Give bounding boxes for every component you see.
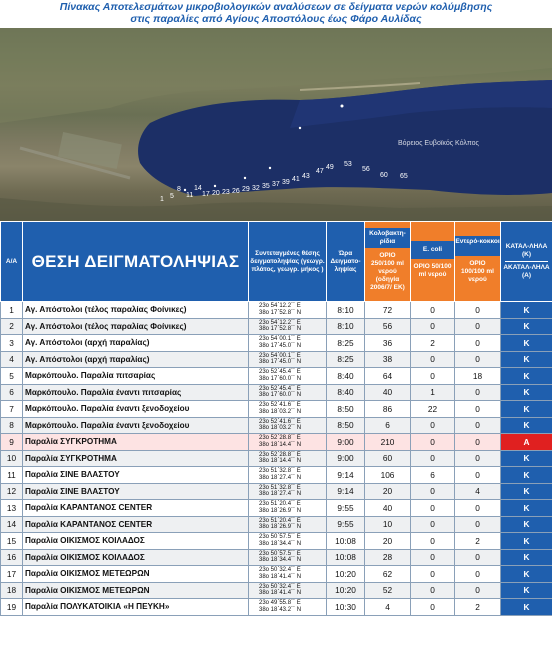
row-time: 8:25 xyxy=(327,335,365,352)
row-coliforms: 210 xyxy=(365,434,411,451)
map-point-17: 17 xyxy=(202,191,210,198)
row-location: Παραλία ΚΑΡΑΝΤΑΝΟΣ CENTER xyxy=(23,516,249,533)
row-latitude: 23ο 54΄12.2΄΄ Ε xyxy=(259,303,301,310)
map-point-37: 37 xyxy=(272,181,280,188)
row-enterococci: 0 xyxy=(455,434,501,451)
map-point-11: 11 xyxy=(186,192,194,199)
results-table xyxy=(0,221,552,616)
row-time: 10:20 xyxy=(327,566,365,583)
row-time: 9:55 xyxy=(327,500,365,517)
row-ecoli: 0 xyxy=(411,533,455,550)
row-longitude: 38ο 18΄03.2΄΄ Ν xyxy=(259,408,302,415)
row-coliforms: 20 xyxy=(365,533,411,550)
row-classification: Κ xyxy=(501,500,552,517)
map-point-5: 5 xyxy=(170,193,174,200)
row-coliforms: 40 xyxy=(365,500,411,517)
header-aa: Α/Α xyxy=(1,222,23,302)
row-classification: Κ xyxy=(501,302,552,319)
row-ecoli: 1 xyxy=(411,384,455,401)
row-latitude: 23ο 50΄57.5΄΄ Ε xyxy=(259,534,301,541)
row-ecoli: 0 xyxy=(411,516,455,533)
row-location: Παραλία ΚΑΡΑΝΤΑΝΟΣ CENTER xyxy=(23,500,249,517)
row-enterococci: 0 xyxy=(455,549,501,566)
map-graphic xyxy=(0,28,552,221)
row-coordinates xyxy=(249,549,327,566)
map-point-1: 1 xyxy=(160,196,164,203)
row-classification: Α xyxy=(501,434,552,451)
row-location: Αγ. Απόστολοι (αρχή παραλίας) xyxy=(23,335,249,352)
row-latitude: 23ο 50΄57.5΄΄ Ε xyxy=(259,550,301,557)
row-coordinates xyxy=(249,483,327,500)
row-classification: Κ xyxy=(501,533,552,550)
row-ecoli: 0 xyxy=(411,549,455,566)
row-number: 8 xyxy=(1,417,23,434)
header-time: Ώρα Δειγματο-ληψίας xyxy=(327,222,365,302)
map-point-20: 20 xyxy=(212,190,220,197)
row-time: 9:00 xyxy=(327,434,365,451)
row-coordinates xyxy=(249,582,327,599)
row-longitude: 38ο 18΄26.9΄΄ Ν xyxy=(259,507,302,514)
row-coliforms: 20 xyxy=(365,483,411,500)
row-coliforms: 4 xyxy=(365,599,411,616)
row-longitude: 38ο 18΄14.4΄΄ Ν xyxy=(259,441,302,448)
header-coords: Συντεταγμένες θέσης δειγματοληψίας (γεωγρ. πλάτος, γεωγρ. μήκος ) xyxy=(249,222,327,302)
row-ecoli: 22 xyxy=(411,401,455,418)
row-latitude: 23ο 51΄20.4΄΄ Ε xyxy=(259,501,301,508)
table-row xyxy=(1,549,552,566)
row-latitude: 23ο 52΄45.4΄΄ Ε xyxy=(259,385,301,392)
row-coordinates xyxy=(249,384,327,401)
table-row xyxy=(1,351,552,368)
row-location: Παραλία ΟΙΚΙΣΜΟΣ ΚΟΙΛΑΔΟΣ xyxy=(23,549,249,566)
row-time: 10:30 xyxy=(327,599,365,616)
row-enterococci: 4 xyxy=(455,483,501,500)
header-entero-limit: ΟΡΙΟ 100/100 ml νερού xyxy=(461,259,494,283)
row-latitude: 23ο 52΄28.8΄΄ Ε xyxy=(259,435,301,442)
row-enterococci: 2 xyxy=(455,599,501,616)
header-location: ΘΕΣΗ ΔΕΙΓΜΑΤΟΛΗΨΙΑΣ xyxy=(23,222,249,302)
row-longitude: 38ο 18΄03.2΄΄ Ν xyxy=(259,425,302,432)
header-classification xyxy=(501,222,552,302)
row-number: 1 xyxy=(1,302,23,319)
row-number: 15 xyxy=(1,533,23,550)
row-latitude: 23ο 50΄32.4΄΄ Ε xyxy=(259,567,301,574)
row-time: 8:40 xyxy=(327,384,365,401)
row-coordinates xyxy=(249,599,327,616)
row-time: 8:50 xyxy=(327,417,365,434)
row-enterococci: 0 xyxy=(455,335,501,352)
row-longitude: 38ο 18΄41.4΄΄ Ν xyxy=(259,573,302,580)
row-enterococci: 0 xyxy=(455,401,501,418)
map-point-39: 39 xyxy=(282,179,290,186)
row-longitude: 38ο 18΄26.9΄΄ Ν xyxy=(259,524,302,531)
row-location: Παραλία ΠΟΛΥΚΑΤΟΙΚΙΑ «Η ΠΕΥΚΗ» xyxy=(23,599,249,616)
row-location: Παραλία ΣΙΝΕ ΒΛΑΣΤΟΥ xyxy=(23,467,249,484)
satellite-map xyxy=(0,28,552,221)
row-classification: Κ xyxy=(501,384,552,401)
table-row xyxy=(1,533,552,550)
map-point-49: 49 xyxy=(326,164,334,171)
row-coliforms: 10 xyxy=(365,516,411,533)
row-number: 13 xyxy=(1,500,23,517)
row-ecoli: 0 xyxy=(411,599,455,616)
row-number: 2 xyxy=(1,318,23,335)
row-time: 8:10 xyxy=(327,302,365,319)
table-row xyxy=(1,401,552,418)
map-point-56: 56 xyxy=(362,166,370,173)
row-coliforms: 72 xyxy=(365,302,411,319)
row-classification: Κ xyxy=(501,549,552,566)
row-coliforms: 106 xyxy=(365,467,411,484)
row-ecoli: 6 xyxy=(411,467,455,484)
table-row xyxy=(1,500,552,517)
row-number: 17 xyxy=(1,566,23,583)
row-classification: Κ xyxy=(501,450,552,467)
header-coliforms-name: Κολοβακτη-ρίδια xyxy=(365,228,410,248)
row-latitude: 23ο 54΄00.1΄΄ Ε xyxy=(259,352,301,359)
row-ecoli: 0 xyxy=(411,368,455,385)
row-number: 18 xyxy=(1,582,23,599)
row-latitude: 23ο 51΄32.8΄΄ Ε xyxy=(259,484,301,491)
map-point-41: 41 xyxy=(292,176,300,183)
table-row xyxy=(1,302,552,319)
row-time: 9:00 xyxy=(327,450,365,467)
row-enterococci: 0 xyxy=(455,500,501,517)
row-enterococci: 0 xyxy=(455,384,501,401)
row-time: 10:20 xyxy=(327,582,365,599)
row-classification: Κ xyxy=(501,417,552,434)
row-number: 7 xyxy=(1,401,23,418)
row-longitude: 38ο 17΄45.0΄΄ Ν xyxy=(259,359,302,366)
row-location: Αγ. Απόστολοι (τέλος παραλίας Φοίνικες) xyxy=(23,302,249,319)
row-location: Παραλία ΟΙΚΙΣΜΟΣ ΚΟΙΛΑΔΟΣ xyxy=(23,533,249,550)
row-enterococci: 0 xyxy=(455,516,501,533)
row-time: 9:14 xyxy=(327,483,365,500)
table-row xyxy=(1,434,552,451)
row-location: Μαρκόπουλο. Παραλία έναντι ξενοδοχείου xyxy=(23,417,249,434)
row-coordinates xyxy=(249,368,327,385)
row-ecoli: 0 xyxy=(411,483,455,500)
row-coordinates xyxy=(249,533,327,550)
row-coordinates xyxy=(249,450,327,467)
row-number: 4 xyxy=(1,351,23,368)
row-coordinates xyxy=(249,351,327,368)
header-entero-name: Εντερό-κοκκοι xyxy=(455,236,500,256)
row-location: Παραλία ΟΙΚΙΣΜΟΣ ΜΕΤΕΩΡΩΝ xyxy=(23,566,249,583)
row-time: 9:14 xyxy=(327,467,365,484)
row-time: 8:25 xyxy=(327,351,365,368)
row-ecoli: 0 xyxy=(411,351,455,368)
row-longitude: 38ο 18΄27.4΄΄ Ν xyxy=(259,474,302,481)
header-ecoli-limit: ΟΡΙΟ 50/100 ml νερού xyxy=(413,262,452,278)
row-longitude: 38ο 17΄60.0΄΄ Ν xyxy=(259,375,302,382)
row-latitude: 23ο 51΄32.8΄΄ Ε xyxy=(259,468,301,475)
header-ecoli-name: E. coli xyxy=(411,241,454,259)
table-row xyxy=(1,483,552,500)
table-row xyxy=(1,368,552,385)
row-coordinates xyxy=(249,302,327,319)
row-time: 8:10 xyxy=(327,318,365,335)
row-enterococci: 0 xyxy=(455,467,501,484)
table-row xyxy=(1,417,552,434)
map-point-32: 32 xyxy=(252,185,260,192)
header-coliforms xyxy=(365,222,411,302)
row-time: 10:08 xyxy=(327,549,365,566)
row-number: 9 xyxy=(1,434,23,451)
row-coordinates xyxy=(249,516,327,533)
row-coordinates xyxy=(249,335,327,352)
row-ecoli: 0 xyxy=(411,434,455,451)
row-classification: Κ xyxy=(501,566,552,583)
table-row xyxy=(1,318,552,335)
table-row xyxy=(1,384,552,401)
row-classification: Κ xyxy=(501,335,552,352)
table-row xyxy=(1,582,552,599)
row-coliforms: 6 xyxy=(365,417,411,434)
map-point-14: 14 xyxy=(194,185,202,192)
row-classification: Κ xyxy=(501,467,552,484)
map-point-8: 8 xyxy=(177,186,181,193)
map-point-53: 53 xyxy=(344,161,352,168)
map-point-23: 23 xyxy=(222,189,230,196)
row-time: 8:50 xyxy=(327,401,365,418)
table-header-row xyxy=(1,222,552,302)
row-classification: Κ xyxy=(501,401,552,418)
row-longitude: 38ο 17΄52.8΄΄ Ν xyxy=(259,309,302,316)
row-longitude: 38ο 18΄41.4΄΄ Ν xyxy=(259,590,302,597)
row-latitude: 23ο 52΄28.8΄΄ Ε xyxy=(259,451,301,458)
row-latitude: 23ο 49΄55.8΄΄ Ε xyxy=(259,600,301,607)
row-classification: Κ xyxy=(501,351,552,368)
row-classification: Κ xyxy=(501,582,552,599)
header-entero xyxy=(455,222,501,302)
row-coliforms: 56 xyxy=(365,318,411,335)
row-longitude: 38ο 17΄52.8΄΄ Ν xyxy=(259,326,302,333)
row-number: 14 xyxy=(1,516,23,533)
row-coordinates xyxy=(249,467,327,484)
row-longitude: 38ο 18΄43.2΄΄ Ν xyxy=(259,606,302,613)
row-classification: Κ xyxy=(501,368,552,385)
row-enterococci: 0 xyxy=(455,302,501,319)
row-enterococci: 0 xyxy=(455,318,501,335)
row-location: Αγ. Απόστολοι (τέλος παραλίας Φοίνικες) xyxy=(23,318,249,335)
row-ecoli: 0 xyxy=(411,500,455,517)
row-ecoli: 2 xyxy=(411,335,455,352)
row-coliforms: 40 xyxy=(365,384,411,401)
row-time: 10:08 xyxy=(327,533,365,550)
row-coliforms: 36 xyxy=(365,335,411,352)
row-location: Αγ. Απόστολοι (αρχή παραλίας) xyxy=(23,351,249,368)
row-latitude: 23ο 50΄32.4΄΄ Ε xyxy=(259,583,301,590)
row-number: 12 xyxy=(1,483,23,500)
row-enterococci: 0 xyxy=(455,351,501,368)
row-location: Παραλία ΣΙΝΕ ΒΛΑΣΤΟΥ xyxy=(23,483,249,500)
row-number: 6 xyxy=(1,384,23,401)
map-point-60: 60 xyxy=(380,172,388,179)
page-title xyxy=(0,0,552,28)
row-ecoli: 0 xyxy=(411,582,455,599)
table-body xyxy=(1,302,552,616)
row-classification: Κ xyxy=(501,483,552,500)
row-classification: Κ xyxy=(501,516,552,533)
row-coordinates xyxy=(249,434,327,451)
row-classification: Κ xyxy=(501,599,552,616)
map-point-43: 43 xyxy=(302,173,310,180)
map-point-35: 35 xyxy=(262,183,270,190)
row-enterococci: 0 xyxy=(455,450,501,467)
row-coordinates xyxy=(249,417,327,434)
row-ecoli: 0 xyxy=(411,318,455,335)
row-enterococci: 0 xyxy=(455,582,501,599)
table-row xyxy=(1,450,552,467)
row-coordinates xyxy=(249,318,327,335)
row-location: Μαρκόπουλο. Παραλία έναντι πιτσαρίας xyxy=(23,384,249,401)
row-location: Παραλία ΟΙΚΙΣΜΟΣ ΜΕΤΕΩΡΩΝ xyxy=(23,582,249,599)
map-point-65: 65 xyxy=(400,173,408,180)
row-longitude: 38ο 18΄27.4΄΄ Ν xyxy=(259,491,302,498)
row-time: 8:40 xyxy=(327,368,365,385)
row-location: Μαρκόπουλο. Παραλία έναντι ξενοδοχείου xyxy=(23,401,249,418)
row-coliforms: 52 xyxy=(365,582,411,599)
table-row xyxy=(1,467,552,484)
row-coordinates xyxy=(249,566,327,583)
row-number: 5 xyxy=(1,368,23,385)
header-class-a: ΑΚΑΤΑΛ-ΛΗΛΑ (Α) xyxy=(503,264,550,279)
row-coliforms: 60 xyxy=(365,450,411,467)
row-coliforms: 28 xyxy=(365,549,411,566)
row-enterococci: 0 xyxy=(455,417,501,434)
header-class-k: ΚΑΤΑΛ-ΛΗΛΑ (Κ) xyxy=(505,243,548,258)
row-latitude: 23ο 52΄45.4΄΄ Ε xyxy=(259,369,301,376)
row-coliforms: 64 xyxy=(365,368,411,385)
row-location: Παραλία ΣΥΓΚΡΟΤΗΜΑ xyxy=(23,434,249,451)
table-row xyxy=(1,335,552,352)
row-number: 19 xyxy=(1,599,23,616)
row-ecoli: 0 xyxy=(411,450,455,467)
row-latitude: 23ο 52΄41.6΄΄ Ε xyxy=(259,418,301,425)
table-row xyxy=(1,566,552,583)
row-latitude: 23ο 52΄41.6΄΄ Ε xyxy=(259,402,301,409)
table-row xyxy=(1,516,552,533)
row-longitude: 38ο 18΄14.4΄΄ Ν xyxy=(259,458,302,465)
table-row xyxy=(1,599,552,616)
header-coliforms-limit: ΟΡΙΟ 250/100 ml νερού (οδηγία 2006/7/ ΕΚ) xyxy=(370,251,405,291)
row-time: 9:55 xyxy=(327,516,365,533)
row-ecoli: 0 xyxy=(411,302,455,319)
row-longitude: 38ο 18΄34.4΄΄ Ν xyxy=(259,540,302,547)
row-enterococci: 18 xyxy=(455,368,501,385)
title-line-1: Πίνακας Αποτελεσμάτων μικροβιολογικών αναλύσεων σε δείγματα νερών κολύμβησης xyxy=(59,1,493,13)
row-longitude: 38ο 17΄60.0΄΄ Ν xyxy=(259,392,302,399)
row-latitude: 23ο 51΄20.4΄΄ Ε xyxy=(259,517,301,524)
row-longitude: 38ο 18΄34.4΄΄ Ν xyxy=(259,557,302,564)
row-enterococci: 2 xyxy=(455,533,501,550)
row-location: Παραλία ΣΥΓΚΡΟΤΗΜΑ xyxy=(23,450,249,467)
row-number: 16 xyxy=(1,549,23,566)
map-point-29: 29 xyxy=(242,186,250,193)
row-location: Μαρκόπουλο. Παραλία πιτσαρίας xyxy=(23,368,249,385)
map-point-47: 47 xyxy=(316,168,324,175)
row-coordinates xyxy=(249,401,327,418)
row-enterococci: 0 xyxy=(455,566,501,583)
row-longitude: 38ο 17΄45.0΄΄ Ν xyxy=(259,342,302,349)
row-ecoli: 0 xyxy=(411,417,455,434)
row-latitude: 23ο 54΄12.2΄΄ Ε xyxy=(259,319,301,326)
row-coliforms: 86 xyxy=(365,401,411,418)
row-coliforms: 38 xyxy=(365,351,411,368)
row-number: 3 xyxy=(1,335,23,352)
map-point-26: 26 xyxy=(232,188,240,195)
row-latitude: 23ο 54΄00.1΄΄ Ε xyxy=(259,336,301,343)
row-number: 11 xyxy=(1,467,23,484)
row-number: 10 xyxy=(1,450,23,467)
title-line-2: στις παραλίες από Αγίους Αποστόλους έως Φάρο Αυλίδας xyxy=(130,13,422,25)
row-ecoli: 0 xyxy=(411,566,455,583)
row-coliforms: 62 xyxy=(365,566,411,583)
sea-label: Βόρειος Ευβοϊκός Κόλπος xyxy=(398,140,479,147)
row-classification: Κ xyxy=(501,318,552,335)
header-ecoli xyxy=(411,222,455,302)
row-coordinates xyxy=(249,500,327,517)
